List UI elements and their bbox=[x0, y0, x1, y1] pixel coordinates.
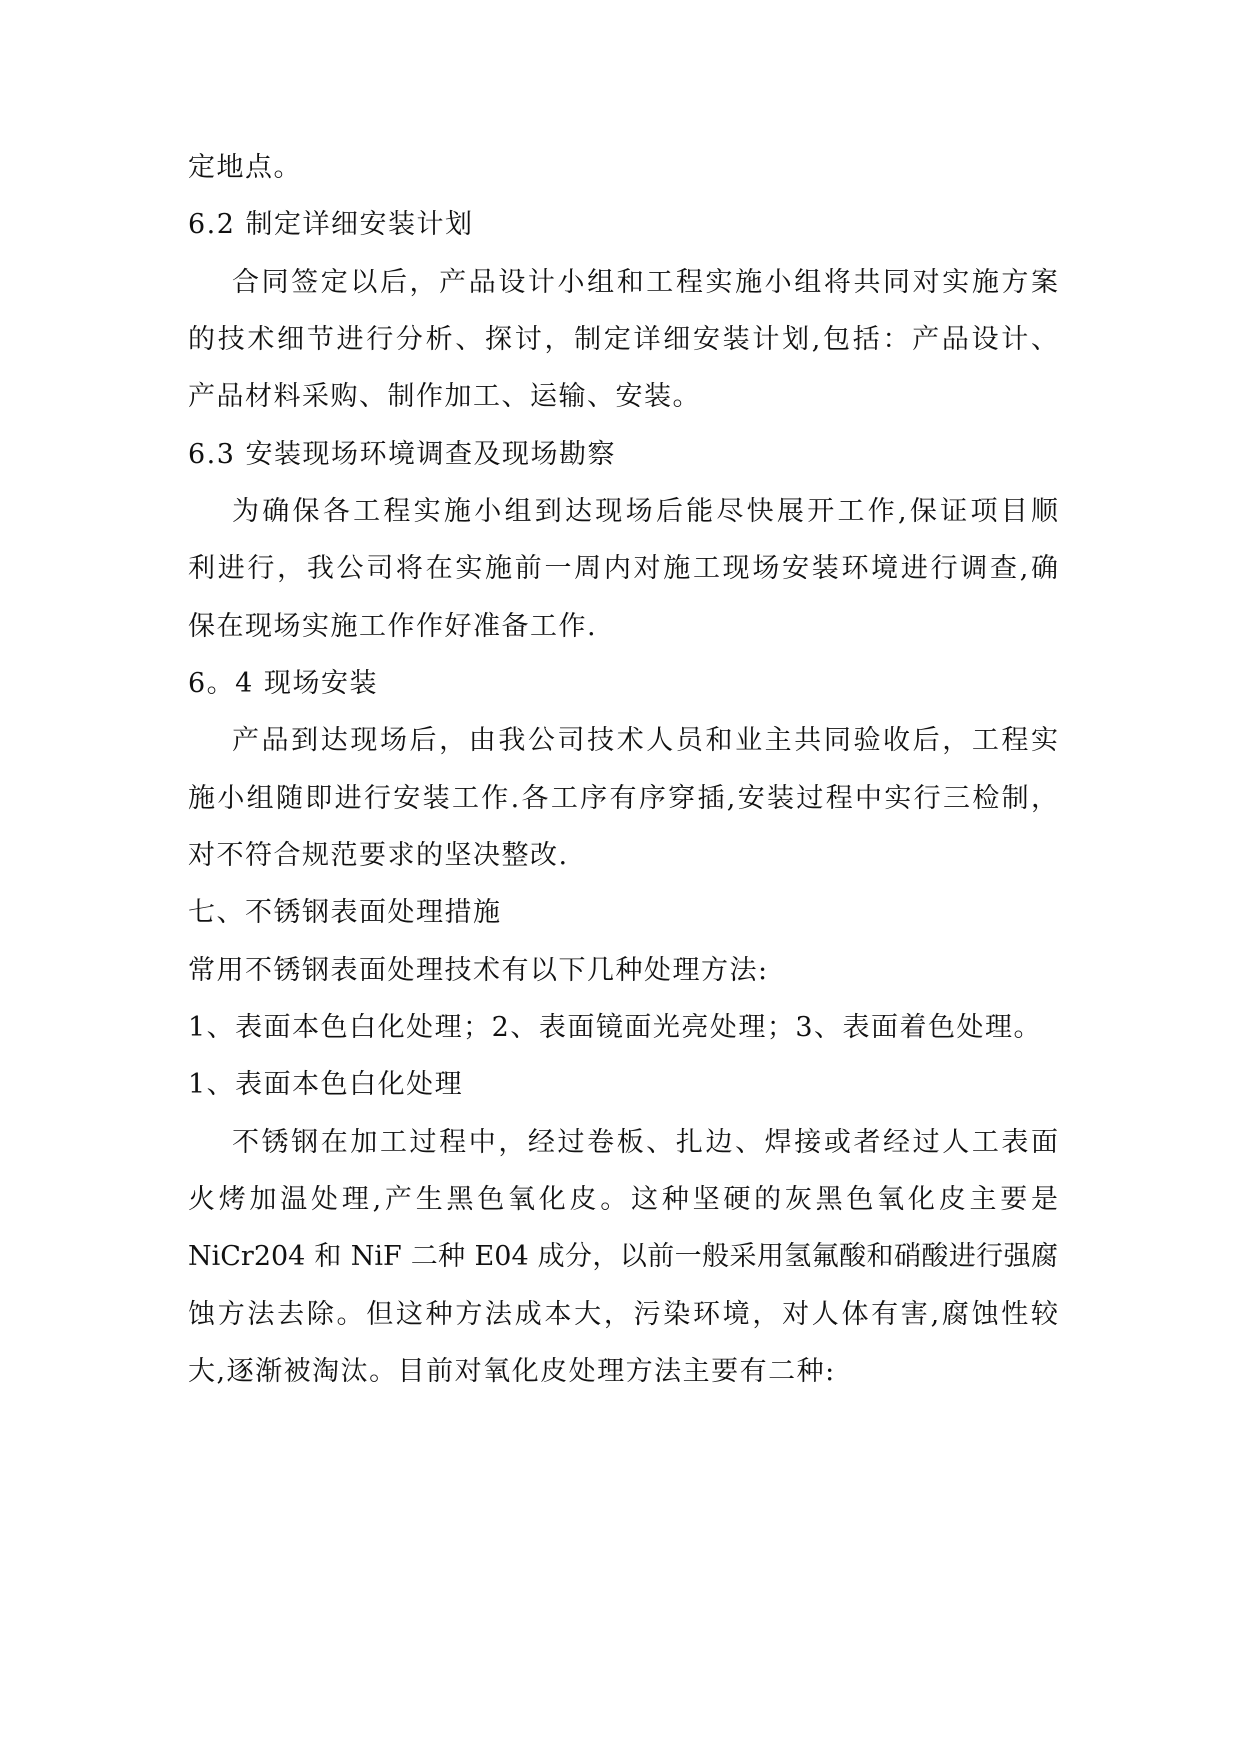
paragraph-line: 施小组随即进行安装工作.各工序有序穿插,安装过程中实行三检制， bbox=[188, 783, 1058, 814]
paragraph-line: 1、表面本色白化处理；2、表面镜面光亮处理；3、表面着色处理。 bbox=[188, 1012, 1043, 1043]
paragraph-line: 为确保各工程实施小组到达现场后能尽快展开工作,保证项目顺 bbox=[232, 496, 1058, 527]
subheading-1: 1、表面本色白化处理 bbox=[188, 1069, 464, 1100]
section-heading-6-4: 6。4 现场安装 bbox=[188, 668, 378, 699]
section-heading-6-3: 6.3 安装现场环境调查及现场勘察 bbox=[188, 439, 617, 470]
paragraph-line: 产品到达现场后，由我公司技术人员和业主共同验收后，工程实 bbox=[232, 725, 1058, 756]
section-heading-6-2: 6.2 制定详细安装计划 bbox=[188, 209, 474, 240]
paragraph-line: 产品材料采购、制作加工、运输、安装。 bbox=[188, 381, 701, 412]
paragraph-line: 定地点。 bbox=[188, 152, 302, 183]
paragraph-line: NiCr204 和 NiF 二种 E04 成分，以前一般采用氢氟酸和硝酸进行强腐 bbox=[188, 1241, 1058, 1272]
chapter-heading-7: 七、不锈钢表面处理措施 bbox=[188, 897, 502, 928]
paragraph-line: 火烤加温处理,产生黑色氧化皮。这种坚硬的灰黑色氧化皮主要是 bbox=[188, 1184, 1058, 1215]
paragraph-line: 保在现场实施工作作好准备工作. bbox=[188, 611, 598, 642]
paragraph-line: 的技术细节进行分析、探讨，制定详细安装计划,包括：产品设计、 bbox=[188, 324, 1058, 355]
paragraph-line: 利进行，我公司将在实施前一周内对施工现场安装环境进行调查,确 bbox=[188, 553, 1058, 584]
paragraph-line: 蚀方法去除。但这种方法成本大，污染环境，对人体有害,腐蚀性较 bbox=[188, 1299, 1058, 1330]
paragraph-line: 对不符合规范要求的坚决整改. bbox=[188, 840, 569, 871]
paragraph-line: 大,逐渐被淘汰。目前对氧化皮处理方法主要有二种: bbox=[188, 1356, 836, 1387]
paragraph-line: 合同签定以后，产品设计小组和工程实施小组将共同对实施方案 bbox=[232, 267, 1058, 298]
paragraph-line: 常用不锈钢表面处理技术有以下几种处理方法: bbox=[188, 955, 769, 986]
paragraph-line: 不锈钢在加工过程中，经过卷板、扎边、焊接或者经过人工表面 bbox=[232, 1127, 1058, 1158]
